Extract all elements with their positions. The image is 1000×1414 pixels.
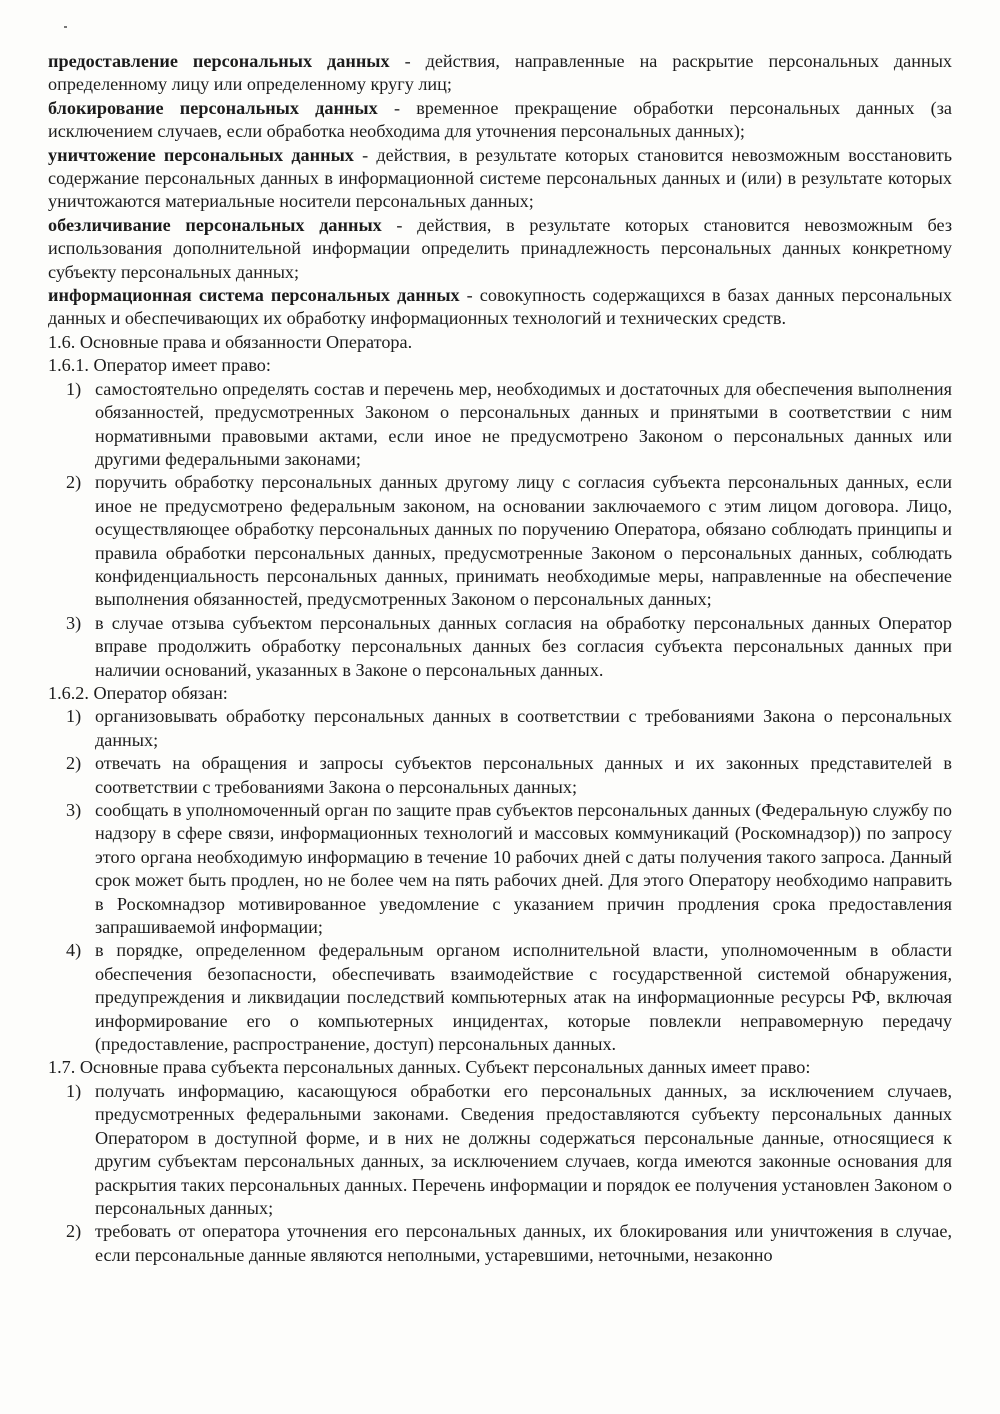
definition-blocking [48, 97, 952, 144]
operator-duties-list [48, 705, 952, 1056]
operator-rights-list [48, 378, 952, 682]
list-item-text: отвечать на обращения и запросы субъектов персональных данных и их законных представителей в соответствии с требованиями Закона о персональных данных; [95, 753, 952, 797]
subject-rights-list [48, 1080, 952, 1267]
section-1-6-heading: 1.6. Основные права и обязанности Оператора. [48, 331, 413, 352]
list-item-text: самостоятельно определять состав и перечень мер, необходимых и достаточных для обеспечения выполнения обязанностей, предусмотренных Законом о персональных данных и принятыми в соответствии с ним нормативными правовыми актами, если иное не предусмотрено Законом о персональных данных или другими федеральными законами; [95, 378, 952, 469]
list-item-number: 1) [66, 1080, 82, 1101]
list-item [48, 752, 952, 799]
document-body [48, 50, 952, 1267]
list-item-text: организовывать обработку персональных данных в соответствии с требованиями Закона о персональных данных; [95, 706, 952, 750]
list-item-number: 1) [66, 378, 82, 399]
definition-term: информационная система персональных данных [48, 285, 460, 306]
list-item [48, 612, 952, 682]
list-item [48, 378, 952, 472]
list-item-number: 2) [66, 753, 82, 774]
list-item-number: 4) [66, 940, 82, 961]
list-item [48, 939, 952, 1056]
section-1-6-1-heading: 1.6.1. Оператор имеет право: [48, 355, 271, 376]
list-item-text: в порядке, определенном федеральным органом исполнительной власти, уполномоченным в области обеспечения безопасности, обеспечивать взаимодействие с государственной системой обнаружения, предупреждения и ликвидации последствий компьютерных атак на информационные ресурсы РФ, включая информирование его о компьютерных инцидентах, которые повлекли неправомерную передачу (предоставление, распространение, доступ) персональных данных. [95, 940, 952, 1055]
definition-term: обезличивание персональных данных [48, 214, 382, 235]
definition-text: - действия, направленные на раскрытие персональных данных определенному лицу или определенному кругу лиц; [48, 51, 953, 95]
list-item [48, 705, 952, 752]
definitions-block [48, 50, 952, 331]
list-item-number: 3) [66, 612, 82, 633]
list-item-number: 2) [66, 1221, 82, 1242]
list-item-text: в случае отзыва субъектом персональных данных согласия на обработку персональных данных Оператор вправе продолжить обработку персональных данных без согласия субъекта персональных данных при наличии оснований, указанных в Законе о персональных данных. [95, 612, 952, 680]
list-item-text: поручить обработку персональных данных другому лицу с согласия субъекта персональных данных, если иное не предусмотрено федеральным законом, на основании заключаемого с этим лицом договора. Лицо, осуществляющее обработку персональных данных по поручению Оператора, обязано соблюдать принципы и правила обработки персональных данных, предусмотренные Законом о персональных данных, соблюдать конфиденциальность персональных данных, принимать необходимые меры, направленные на обеспечение выполнения обязанностей, предусмотренных Законом о персональных данных; [95, 472, 952, 610]
definition-destruction [48, 144, 952, 214]
list-item-text: сообщать в уполномоченный орган по защите прав субъектов персональных данных (Федеральную службу по надзору в сфере связи, информационных технологий и массовых коммуникаций (Роскомнадзор)) по запросу этого органа необходимую информацию в течение 10 рабочих дней с даты получения такого запроса. Данный срок может быть продлен, но не более чем на пять рабочих дней. Для этого Оператору необходимо направить в Роскомнадзор мотивированное уведомление с указанием причин продления срока предоставления запрашиваемой информации; [95, 800, 952, 938]
list-item-number: 3) [66, 800, 82, 820]
definition-term: предоставление персональных данных [48, 51, 390, 71]
definition-text: - действия, в результате которых становится невозможным восстановить содержание персональных данных в информационной системе персональных данных и (или) в результате которых уничтожаются материальные носители персональных данных; [48, 144, 953, 212]
list-item [48, 1220, 952, 1267]
list-item-number: 2) [66, 472, 82, 493]
scan-speck [64, 26, 67, 28]
list-item-number: 1) [66, 706, 82, 727]
definition-term: блокирование персональных данных [48, 97, 378, 118]
definition-anonymization [48, 214, 952, 284]
definition-term: уничтожение персональных данных [48, 144, 354, 165]
list-item [48, 1080, 952, 1220]
definition-text: - совокупность содержащихся в базах данных персональных данных и обеспечивающих их обработку информационных технологий и технических средств. [48, 285, 952, 329]
list-item [48, 471, 952, 611]
definition-information-system [48, 284, 952, 331]
list-item-text: требовать от оператора уточнения его персональных данных, их блокирования или уничтожения в случае, если персональные данные являются неполными, устаревшими, неточными, незаконно [95, 1221, 952, 1265]
list-item [48, 799, 952, 939]
list-item-text: получать информацию, касающуюся обработки его персональных данных, за исключением случаев, предусмотренных федеральными законами. Сведения предоставляются субъекту персональных данных Оператором в доступной форме, и в них не должны содержаться персональные данные, относящиеся к другим субъектам персональных данных, за исключением случаев, когда имеются законные основания для раскрытия таких персональных данных. Перечень информации и порядок ее получения установлен Законом о персональных данных; [95, 1080, 952, 1218]
section-1-6-2-heading: 1.6.2. Оператор обязан: [48, 682, 228, 703]
section-1-7-heading: 1.7. Основные права субъекта персональных данных. Субъект персональных данных имеет право: [48, 1057, 811, 1078]
definition-provision [48, 50, 952, 97]
definition-text: - действия, в результате которых становится невозможным без использования дополнительной информации определить принадлежность персональных данных конкретному субъекту персональных данных; [48, 214, 953, 282]
definition-text: - временное прекращение обработки персональных данных (за исключением случаев, если обработка необходима для уточнения персональных данных); [48, 97, 952, 142]
